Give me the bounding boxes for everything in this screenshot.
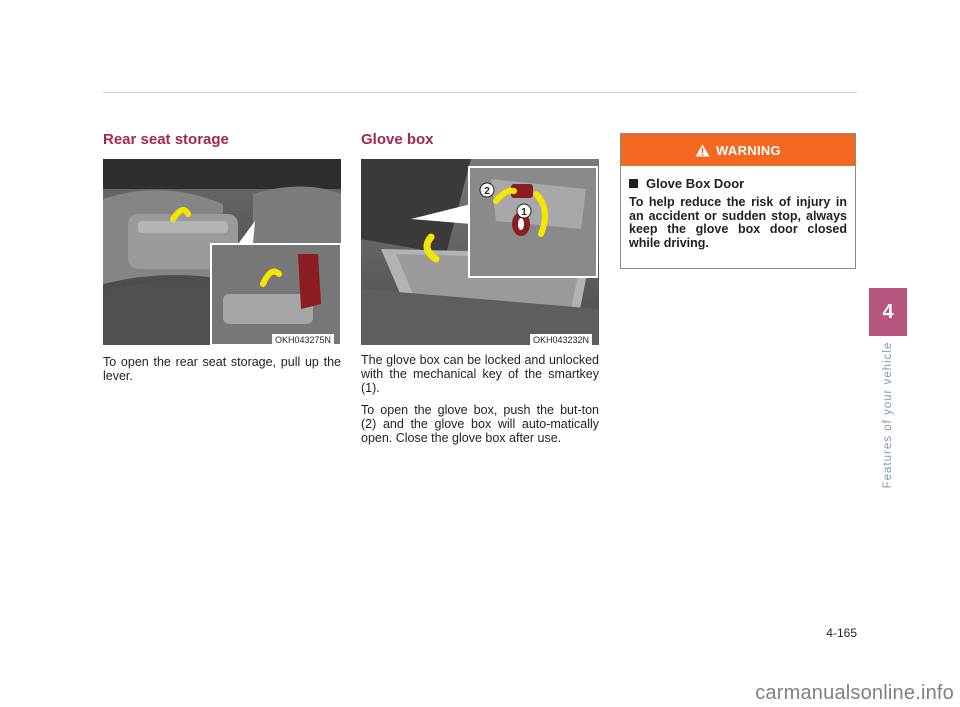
glove-box-text-1: The glove box can be locked and unlocked with the mechanical key of the smartkey (1).: [361, 353, 599, 395]
warning-text: To help reduce the risk of injury in an accident or sudden stop, always keep the glove box door closed while driving.: [629, 195, 847, 250]
glove-box-photo: [361, 159, 599, 345]
callout-1-label: 1: [521, 207, 527, 218]
warning-box: [620, 133, 856, 269]
warning-label: WARNING: [716, 142, 781, 158]
rear-seat-image-code: OKH043275N: [272, 334, 334, 346]
chapter-number: 4: [882, 300, 894, 323]
glove-box-text-2: To open the glove box, push the but-ton (2) and the glove box will auto-matically open. Close the glove box after use.: [361, 403, 599, 445]
chapter-tab: [869, 288, 907, 336]
chapter-title: Features of your vehicle: [882, 341, 894, 489]
rear-seat-storage-photo: [103, 159, 341, 345]
warning-triangle-icon: [695, 144, 710, 157]
warning-subheading-text: Glove Box Door: [646, 176, 745, 191]
warning-subheading: [629, 176, 855, 191]
glove-box-heading: Glove box: [361, 131, 434, 148]
bullet-square-icon: [629, 179, 638, 188]
glove-box-image-code: OKH043232N: [530, 334, 592, 346]
rear-seat-storage-heading: Rear seat storage: [103, 131, 229, 148]
page-number: 4-165: [826, 626, 857, 640]
callout-2-label: 2: [484, 186, 490, 197]
footer-watermark: carmanualsonline.info: [755, 682, 954, 704]
top-rule: [103, 92, 857, 93]
warning-header: [621, 134, 855, 166]
rear-seat-storage-text: To open the rear seat storage, pull up the lever.: [103, 355, 341, 383]
